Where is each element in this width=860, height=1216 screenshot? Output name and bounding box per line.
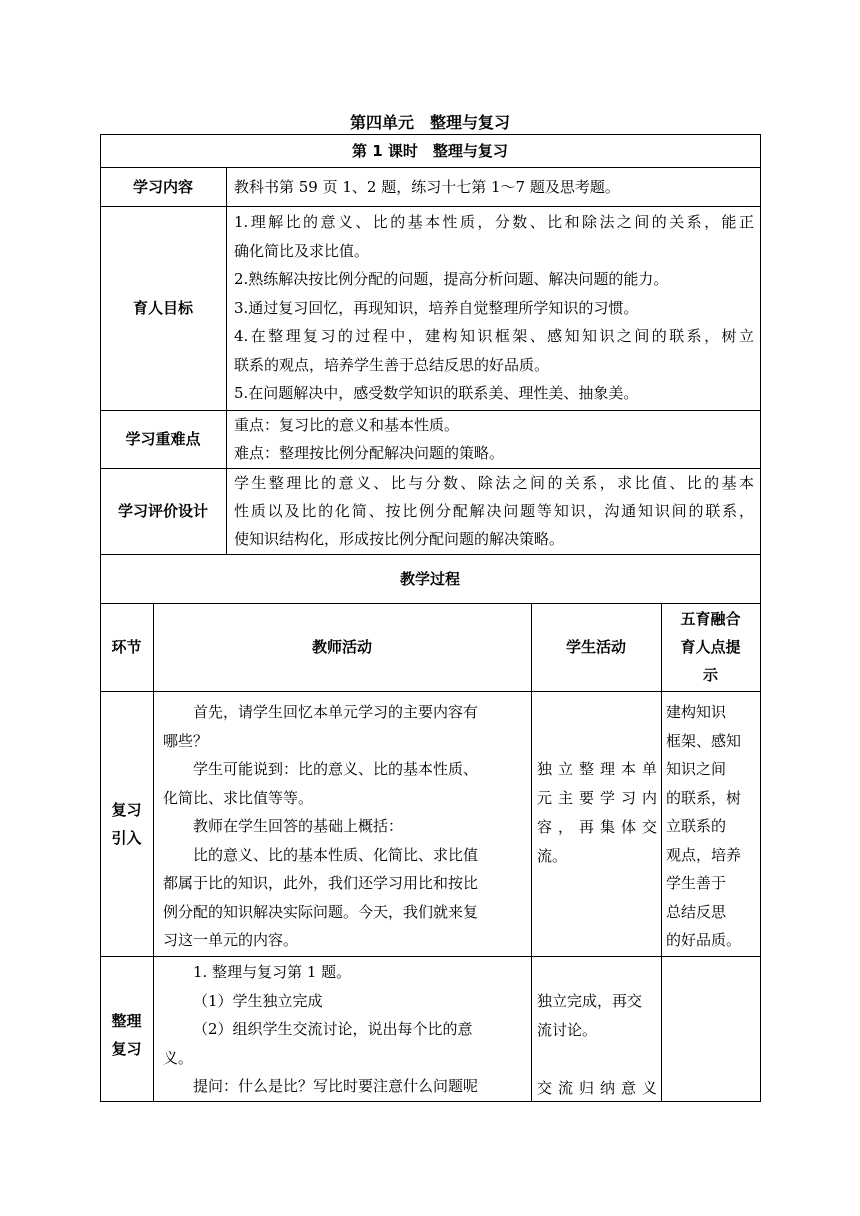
document-title: 第四单元 整理与复习 [349,113,510,132]
stage-line: 复习 [111,1040,142,1058]
content-text: 教科书第 59 页 1、2 题，练习十七第 1～7 题及思考题。 [234,177,620,196]
goal-line: 1.理解比的意义、比的基本性质，分数、比和除法之间的关系，能正 [234,213,754,231]
student-line: 流讨论。 [537,1021,598,1039]
goals-text [234,208,754,408]
teacher-line: 都属于比的知识，此外，我们还学习用比和按比 [163,874,479,892]
teacher-line: （2）组织学生交流讨论，说出每个比的意 [193,1020,473,1038]
student-line: 容，再集体交 [537,818,657,836]
eval-label: 学习评价设计 [117,502,208,520]
fusion-line: 知识之间 [666,760,727,778]
eval-line: 性质以及比的化简、按比例分配解决问题等知识，沟通知识间的联系， [234,502,754,520]
teacher-line: 比的意义、比的基本性质、化简比、求比值 [193,845,479,864]
teacher-line: 例分配的知识解决实际问题。今天，我们就来复 [163,902,479,921]
teacher-activity-2 [163,958,523,1100]
goal-line: 联系的观点，培养学生善于总结反思的好品质。 [234,355,550,374]
key-label: 学习重难点 [125,430,201,448]
fusion-line: 的联系，树 [666,788,742,807]
fusion-line: 的好品质。 [666,931,742,949]
fusion-line: 建构知识 [666,703,727,721]
key-text [234,411,754,467]
student-line: 独立整理本单 [537,760,657,778]
teacher-line: 哪些？ [163,731,209,750]
key-point: 重点：复习比的意义和基本性质。 [234,416,460,434]
student-line: 交流归纳意义 [537,1079,657,1097]
col-student: 学生活动 [565,638,626,656]
teacher-line: 1. 整理与复习第 1 题。 [193,963,352,981]
goal-line: 5.在问题解决中，感受数学知识的联系美、理性美、抽象美。 [234,384,639,402]
fusion-line: 总结反思 [666,902,727,921]
teacher-line: 学生可能说到：比的意义、比的基本性质、 [193,760,479,778]
col-fusion [661,603,760,691]
col-fusion-line: 示 [702,666,718,684]
col-fusion-line: 育人点提 [680,638,741,656]
stage-line: 整理 [111,1012,142,1030]
fusion-line: 框架、感知 [666,731,742,750]
fusion-tip-1 [666,698,760,953]
stage-line: 复习 [111,800,142,819]
fusion-line: 观点，培养 [666,845,742,864]
student-activity-1 [537,755,657,875]
teacher-line: 教师在学生回答的基础上概括： [193,817,404,835]
stage-review-intro [100,691,153,956]
col-fusion-line: 五育融合 [680,610,741,628]
teacher-line: 义。 [163,1048,194,1067]
teacher-activity-1 [163,698,523,953]
teacher-line: （1）学生独立完成 [193,991,323,1010]
fusion-line: 立联系的 [666,817,727,835]
content-label: 学习内容 [132,177,193,196]
eval-line: 使知识结构化，形成按比例分配问题的解决策略。 [234,530,565,548]
stage-line: 引入 [111,828,142,847]
col-stage: 环节 [111,638,142,656]
student-activity-2 [537,987,657,1100]
teacher-line: 提问：什么是比？写比时要注意什么问题呢 [193,1077,479,1095]
col-teacher: 教师活动 [311,638,372,656]
eval-line: 学生整理比的意义、比与分数、除法之间的关系，求比值、比的基本 [234,474,754,492]
goal-line: 3.通过复习回忆，再现知识，培养自觉整理所学知识的习惯。 [234,298,639,317]
goal-line: 4.在整理复习的过程中，建构知识框架、感知知识之间的联系，树立 [234,327,754,345]
lesson-title: 第 1 课时 整理与复习 [352,141,508,160]
student-line: 独立完成，再交 [537,992,643,1010]
student-line: 元主要学习内 [537,789,657,807]
eval-text [234,469,754,553]
teacher-line: 化简比、求比值等等。 [163,788,314,807]
student-line: 流。 [537,847,568,865]
process-header: 教学过程 [399,569,460,588]
goal-line: 2.熟练解决按比例分配的问题，提高分析问题、解决问题的能力。 [234,270,669,288]
teacher-line: 首先，请学生回忆本单元学习的主要内容有 [193,703,479,721]
goal-line: 确化简比及求比值。 [234,241,370,260]
goals-label: 育人目标 [132,299,193,317]
teacher-line: 习这一单元的内容。 [163,931,299,949]
difficult-point: 难点：整理按比例分配解决问题的策略。 [234,444,505,462]
stage-organize-review [100,1000,153,1070]
fusion-line: 学生善于 [666,874,727,892]
